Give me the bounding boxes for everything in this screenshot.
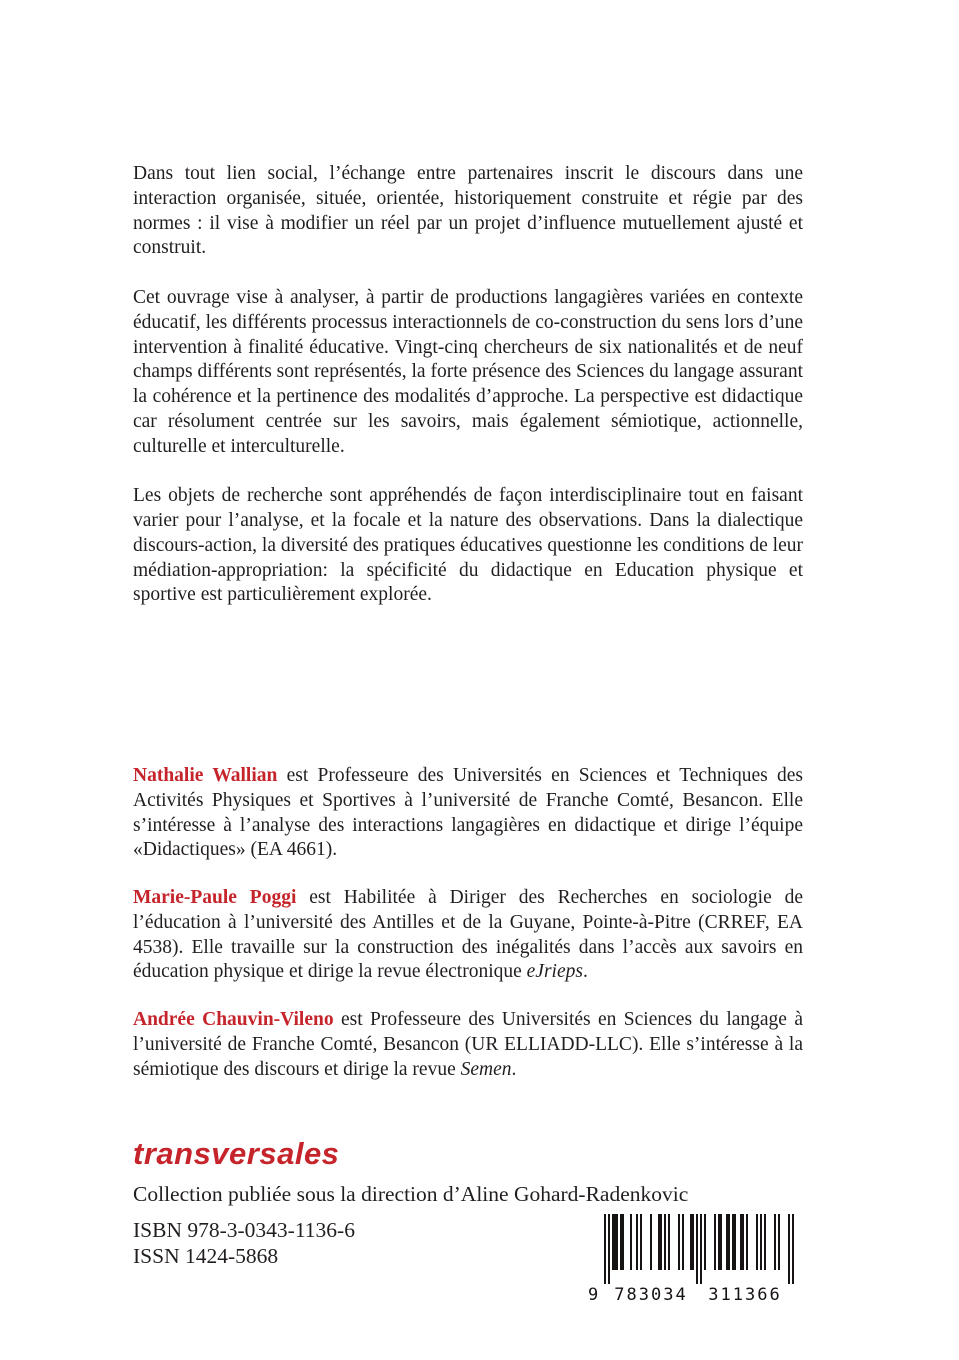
author-name-2: Marie-Paule Poggi <box>133 887 297 908</box>
issn-text: ISSN 1424-5868 <box>133 1244 279 1269</box>
svg-text:783034: 783034 <box>614 1285 688 1305</box>
author-bio-text-2: est Habilitée à Diriger des Recherches en sociologie de l’éducation à l’université des Antilles et de la Guyane, Pointe-à-Pitre (CRREF, EA 4538). Elle travaille sur la construction des inégalités dans l’accès aux savoirs en éducation physique et dirige la revue électronique <box>133 887 803 983</box>
author-bio-text-1: est Professeure des Universités en Sciences et Techniques des Activités Physiques et Sportives à l’université de Franche Comté, Besancon. Elle s’intéresse à l’analyse des interactions langagières en didactique et dirige l’équipe «Didactiques» (EA 4661). <box>133 765 803 861</box>
author-bio-1 <box>133 764 803 863</box>
author-bio-2 <box>133 886 803 985</box>
author-bio-suffix-2: . <box>582 961 588 983</box>
barcode <box>588 1214 798 1306</box>
svg-text:9: 9 <box>588 1285 599 1305</box>
identifier-block <box>133 1217 355 1269</box>
synopsis-paragraph-1: Dans tout lien social, l’échange entre partenaires inscrit le discours dans une interaction organisée, située, orientée, historiquement construite et régie par des normes : il vise à modifier un réel par un projet d’influence mutuellement ajusté et construit. <box>133 163 803 259</box>
isbn-text: ISBN 978-3-0343-1136-6 <box>133 1218 355 1242</box>
author-bio-italic-3: Semen <box>460 1058 512 1080</box>
svg-text:311366: 311366 <box>708 1285 782 1305</box>
author-bio-italic-2: eJrieps <box>526 961 583 983</box>
synopsis-paragraph-2: Cet ouvrage vise à analyser, à partir de productions langagières variées en contexte éducatif, les différents processus interactionnels de co-construction du sens lors d’une intervention à finalité éducative. Vingt-cinq chercheurs de six nationalités et de neuf champs différents sont représentés, la forte présence des Sciences du langage assurant la cohérence et la pertinence des modalités d’approche. La perspective est didactique car résolument centrée sur les savoirs, mais également sémiotique, actionnelle, culturelle et interculturelle. <box>133 287 803 457</box>
synopsis-block <box>133 162 803 608</box>
barcode-image <box>588 1214 798 1306</box>
author-name-1: Nathalie Wallian <box>133 765 278 786</box>
author-bio-text-3: est Professeure des Universités en Sciences du langage à l’université de Franche Comté, Besancon (UR ELLIADD-LLC). Elle s’intéresse à la sémiotique des discours et dirige la revue <box>133 1009 803 1080</box>
author-name-3: Andrée Chauvin-Vileno <box>133 1009 334 1030</box>
author-bios <box>133 764 803 1082</box>
author-bio-3 <box>133 1008 803 1082</box>
collection-name: transversales <box>133 1136 340 1171</box>
collection-subtitle: Collection publiée sous la direction d’Aline Gohard-Radenkovic <box>133 1182 689 1206</box>
synopsis-paragraph-3: Les objets de recherche sont appréhendés de façon interdisciplinaire tout en faisant varier pour l’analyse, et la focale et la nature des observations. Dans la dialectique discours-action, la diversité des pratiques éducatives questionne les conditions de leur médiation-appropriation: la spécificité du didactique en Education physique et sportive est particulièrement explorée. <box>133 485 803 606</box>
author-bio-suffix-3: . <box>511 1058 517 1080</box>
